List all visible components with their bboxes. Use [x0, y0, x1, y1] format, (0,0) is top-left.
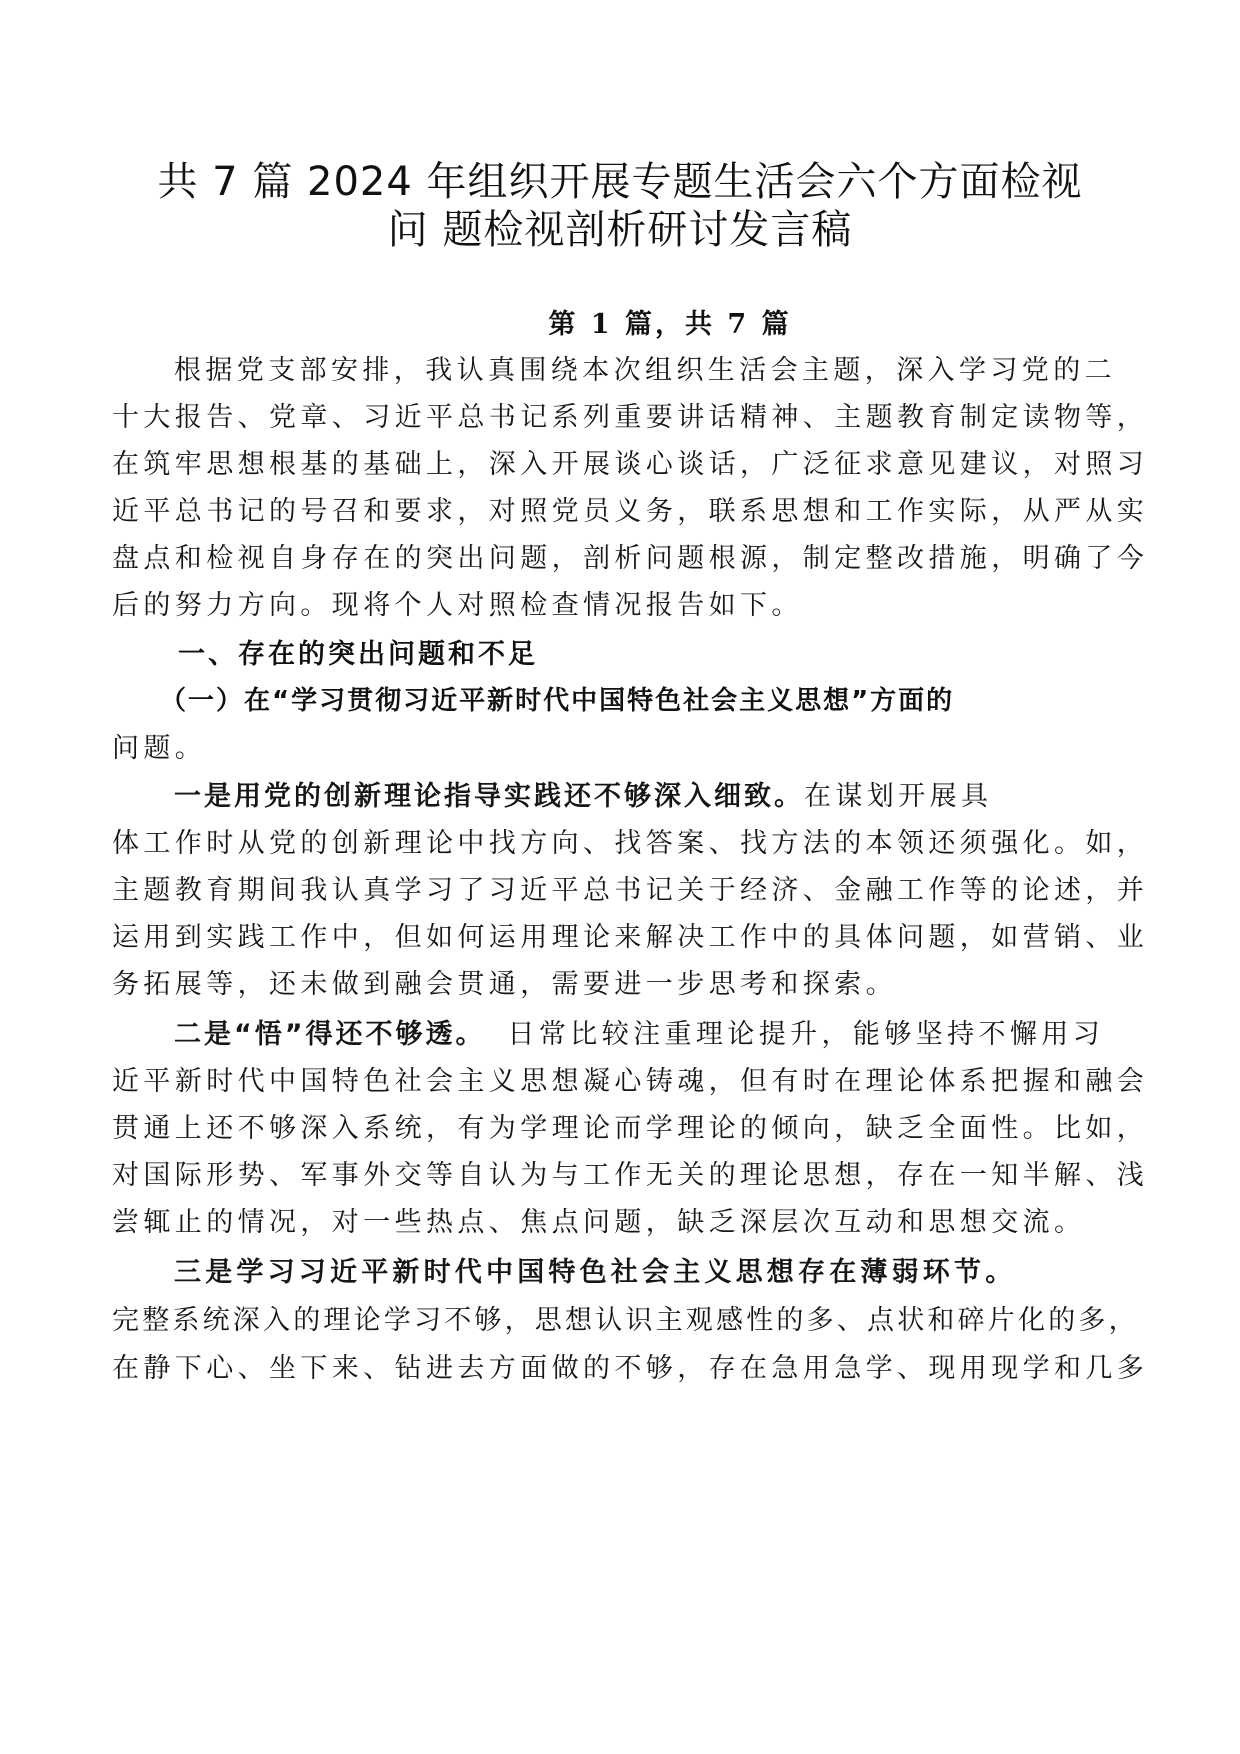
point-3-lead: 三是学习习近平新时代中国特色社会主义思想存在薄弱环节。 — [174, 1257, 1017, 1288]
point-2-line: 尝辄止的情况，对一些热点、焦点问题，缺乏深层次互动和思想交流。 — [112, 1207, 1086, 1238]
point-1-line: 运用到实践工作中，但如何运用理论来解决工作中的具体问题，如营销、业 — [112, 922, 1149, 953]
point-3-line: 在静下心、坐下来、钻进去方面做的不够，存在急用急学、现用现学和几多 — [112, 1353, 1149, 1384]
intro-line: 十大报告、党章、习近平总书记系列重要讲话精神、主题教育制定读物等， — [112, 402, 1149, 433]
intro-line: 近平总书记的号召和要求，对照党员义务，联系思想和工作实际，从严从实 — [112, 496, 1149, 527]
point-2-line: 对国际形势、军事外交等自认为与工作无关的理论思想，存在一知半解、浅 — [112, 1160, 1149, 1191]
heading-level-1: 一、存在的突出问题和不足 — [178, 639, 538, 670]
point-1-lead: 一是用党的创新理论指导实践还不够深入细致。 — [174, 781, 804, 812]
point-2-text: 日常比较注重理论提升，能够坚持不懈用习 — [507, 1019, 1105, 1050]
intro-line: 盘点和检视自身存在的突出问题，剖析问题根源，制定整改措施，明确了今 — [112, 543, 1149, 574]
point-1-text: 在谋划开展具 — [804, 781, 993, 812]
point-2-first-line — [174, 1012, 1104, 1051]
section-heading: 第 1 篇，共 7 篇 — [548, 309, 792, 340]
document-title-line-2: 问 题检视剖析研讨发言稿 — [387, 207, 853, 253]
point-1-line: 体工作时从党的创新理论中找方向、找答案、找方法的本领还须强化。如， — [112, 828, 1149, 859]
point-1-line: 主题教育期间我认真学习了习近平总书记关于经济、金融工作等的论述，并 — [112, 875, 1149, 906]
intro-line: 在筑牢思想根基的基础上，深入开展谈心谈话，广泛征求意见建议，对照习 — [112, 449, 1149, 480]
point-1-first-line — [174, 774, 992, 813]
point-3-first-line — [174, 1250, 1016, 1289]
intro-line: 后的努力方向。现将个人对照检查情况报告如下。 — [112, 590, 803, 621]
point-2-line: 近平新时代中国特色社会主义思想凝心铸魂，但有时在理论体系把握和融会 — [112, 1066, 1149, 1097]
intro-line: 根据党支部安排，我认真围绕本次组织生活会主题，深入学习党的二 — [174, 355, 1116, 386]
point-2-line: 贯通上还不够深入系统，有为学理论而学理论的倾向，缺乏全面性。比如， — [112, 1113, 1149, 1144]
heading-level-2: （一）在“学习贯彻习近平新时代中国特色社会主义思想”方面的 — [160, 686, 955, 716]
document-title-line-1: 共 7 篇 2024 年组织开展专题生活会六个方面检视 — [157, 159, 1083, 205]
point-3-line: 完整系统深入的理论学习不够，思想认识主观感性的多、点状和碎片化的多， — [112, 1305, 1139, 1336]
heading-level-2-continuation: 问题。 — [112, 733, 207, 764]
point-1-line: 务拓展等，还未做到融会贯通，需要进一步思考和探索。 — [112, 969, 897, 1000]
point-2-lead: 二是“悟”得还不够透。 — [174, 1019, 486, 1050]
